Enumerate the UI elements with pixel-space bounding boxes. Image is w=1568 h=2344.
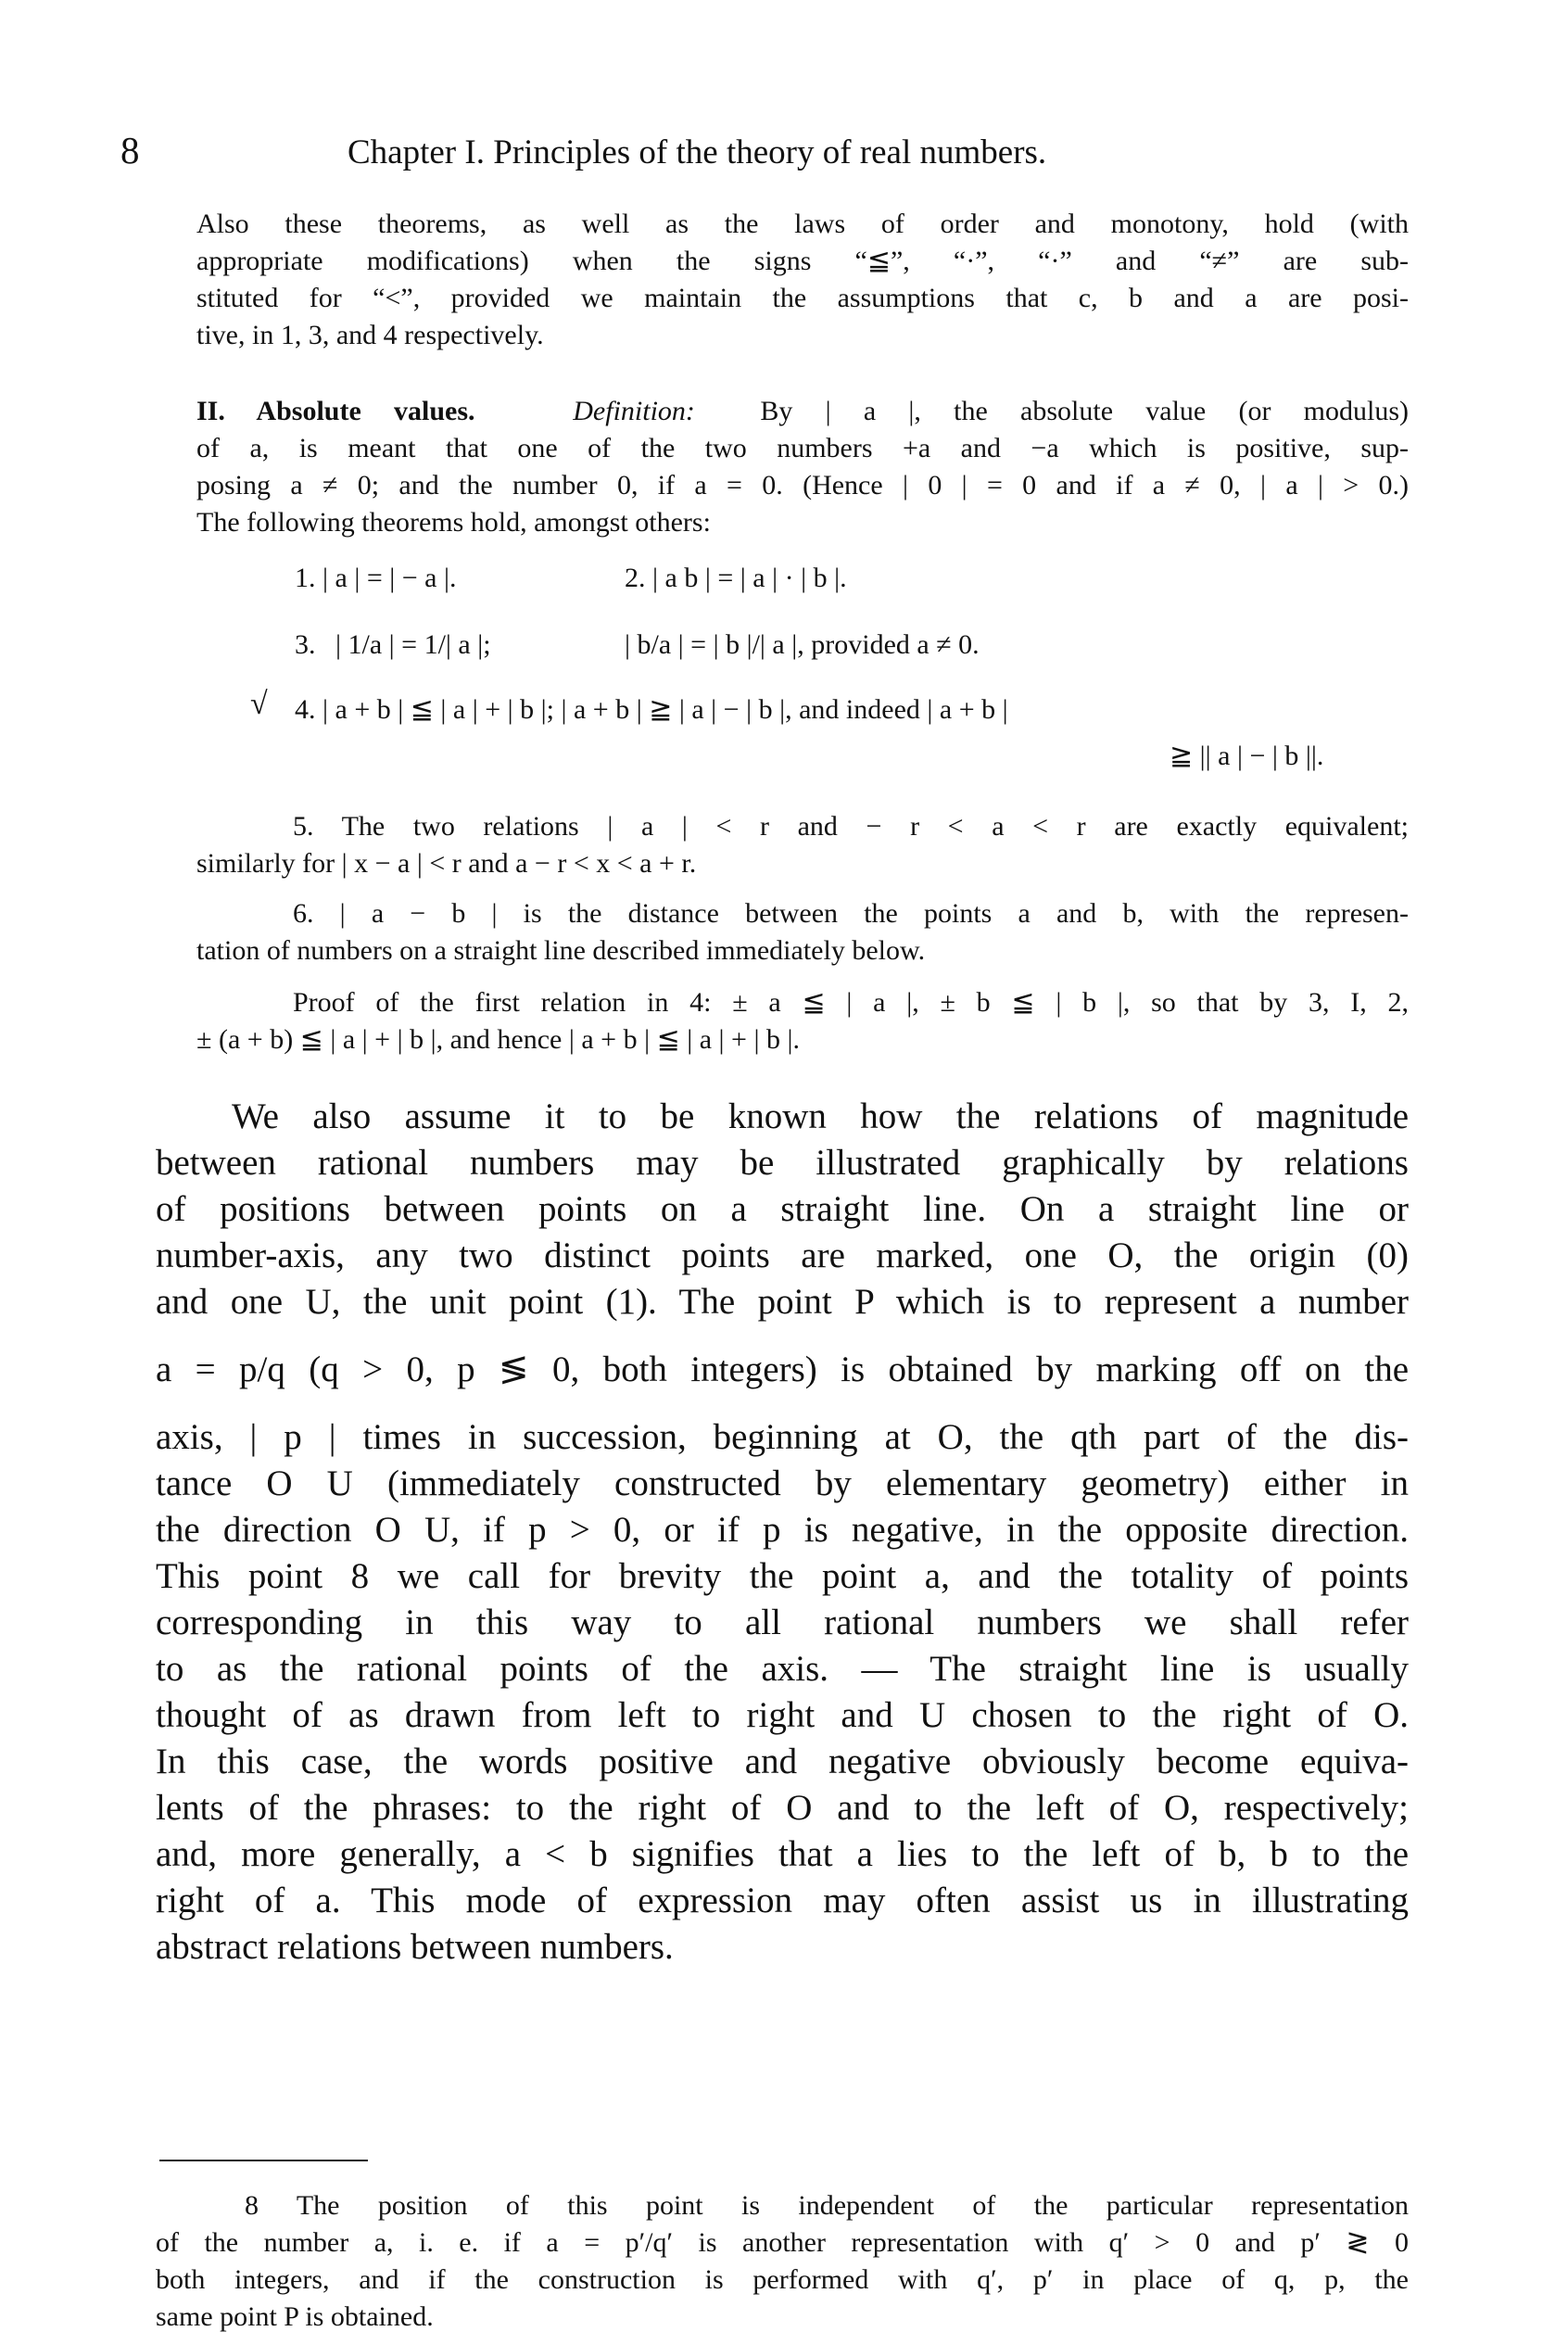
footnote-line: both integers, and if the construction is performed with q′, p′ in place of q, p, the [156,2264,1409,2295]
intro-line: tive, in 1, 3, and 4 respectively. [196,320,544,350]
intro-line: stituted for “<”, provided we maintain the assumptions that c, b and a are posi- [196,283,1409,313]
main-line-fraction: a = p/q (q > 0, p ≶ 0, both integers) is obtained by marking off on the [156,1349,1409,1389]
main-line: This point 8 we call for brevity the point a, and the totality of points [156,1556,1409,1596]
section-line: posing a ≠ 0; and the number 0, if a = 0. (Hence | 0 | = 0 and if a ≠ 0, | a | > 0.) [196,470,1409,500]
main-line: lents of the phrases: to the right of O and to the left of O, respectively; [156,1788,1409,1828]
theorem-6-line1: 6. | a − b | is the distance between the points a and b, with the represen- [293,898,1409,929]
main-line: right of a. This mode of expression may often assist us in illustrating [156,1881,1409,1920]
section-line: of a, is meant that one of the two numbers +a and −a which is positive, sup- [196,433,1409,463]
page-number: 8 [120,129,140,171]
footnote-line: same point P is obtained. [156,2301,434,2332]
section-absolute-values [196,393,1409,541]
main-line: We also assume it to be known how the relations of magnitude [232,1096,1409,1136]
main-line: to as the rational points of the axis. — The straight line is usually [156,1649,1409,1689]
section-heading: II. Absolute values. [196,396,475,426]
proof-line2: ± (a + b) ≦ | a | + | b |, and hence | a + b | ≦ | a | + | b |. [196,1024,800,1055]
running-title: Chapter I. Principles of the theory of real numbers. [348,133,1047,171]
theorem-2: 2. | a b | = | a | · | b |. [625,563,847,593]
main-line: axis, | p | times in succession, beginning at O, the qth part of the dis- [156,1417,1409,1457]
main-line: thought of as drawn from left to right and U chosen to the right of O. [156,1695,1409,1735]
intro-paragraph [196,206,1409,354]
section-first-line [196,393,1409,430]
main-paragraph [156,1094,1409,1970]
definition-label: Definition: [573,396,695,426]
theorem-5-line2: similarly for | x − a | < r and a − r < x < a + r. [196,848,697,879]
section-line: The following theorems hold, amongst others: [196,507,711,538]
main-line: number-axis, any two distinct points are marked, one O, the origin (0) [156,1235,1409,1275]
main-line: of positions between points on a straight line. On a straight line or [156,1189,1409,1229]
main-line: tance O U (immediately constructed by elementary geometry) either in [156,1463,1409,1503]
theorem-6 [196,895,1409,969]
theorem-6-line2: tation of numbers on a straight line described immediately below. [196,935,926,966]
theorem-4-line2: ≧ || a | − | b ||. [1170,741,1324,771]
definition-text: By | a |, the absolute value (or modulus) [760,396,1410,426]
intro-line: Also these theorems, as well as the laws of order and monotony, hold (with [196,209,1409,239]
main-line: the direction O U, if p > 0, or if p is negative, in the opposite direction. [156,1510,1409,1550]
theorem-3-part1: | 1/a | = 1/| a |; [335,629,491,660]
main-line: abstract relations between numbers. [156,1927,674,1967]
margin-check-mark: √ [250,687,268,721]
main-line: In this case, the words positive and negative obviously become equiva- [156,1742,1409,1781]
theorem-3-label: 3. [295,629,316,660]
theorem-3-part2: | b/a | = | b |/| a |, provided a ≠ 0. [625,629,980,660]
theorem-5 [196,808,1409,882]
theorem-4-line1: 4. | a + b | ≦ | a | + | b |; | a + b | ≧ | a | − | b |, and indeed | a + b | [295,694,1008,725]
proof-paragraph [196,984,1409,1058]
theorem-1: 1. | a | = | − a |. [295,563,457,593]
intro-line: appropriate modifications) when the signs “≦”, “·”, “·” and “≠” are sub- [196,246,1409,276]
main-line: between rational numbers may be illustrated graphically by relations [156,1143,1409,1183]
main-line: and, more generally, a < b signifies that a lies to the left of b, b to the [156,1834,1409,1874]
footnote-rule [159,2160,368,2161]
footnote-8 [156,2187,1409,2336]
theorem-5-line1: 5. The two relations | a | < r and − r < a < r are exactly equivalent; [293,811,1409,842]
proof-line1: Proof of the first relation in 4: ± a ≦ | a |, ± b ≦ | b |, so that by 3, I, 2, [293,987,1409,1018]
main-line: and one U, the unit point (1). The point P which is to represent a number [156,1282,1409,1322]
main-line: corresponding in this way to all rational numbers we shall refer [156,1603,1409,1642]
footnote-line: of the number a, i. e. if a = p′/q′ is another representation with q′ > 0 and p′ ≷ 0 [156,2227,1409,2258]
footnote-line: 8 The position of this point is independent of the particular representation [245,2190,1409,2221]
